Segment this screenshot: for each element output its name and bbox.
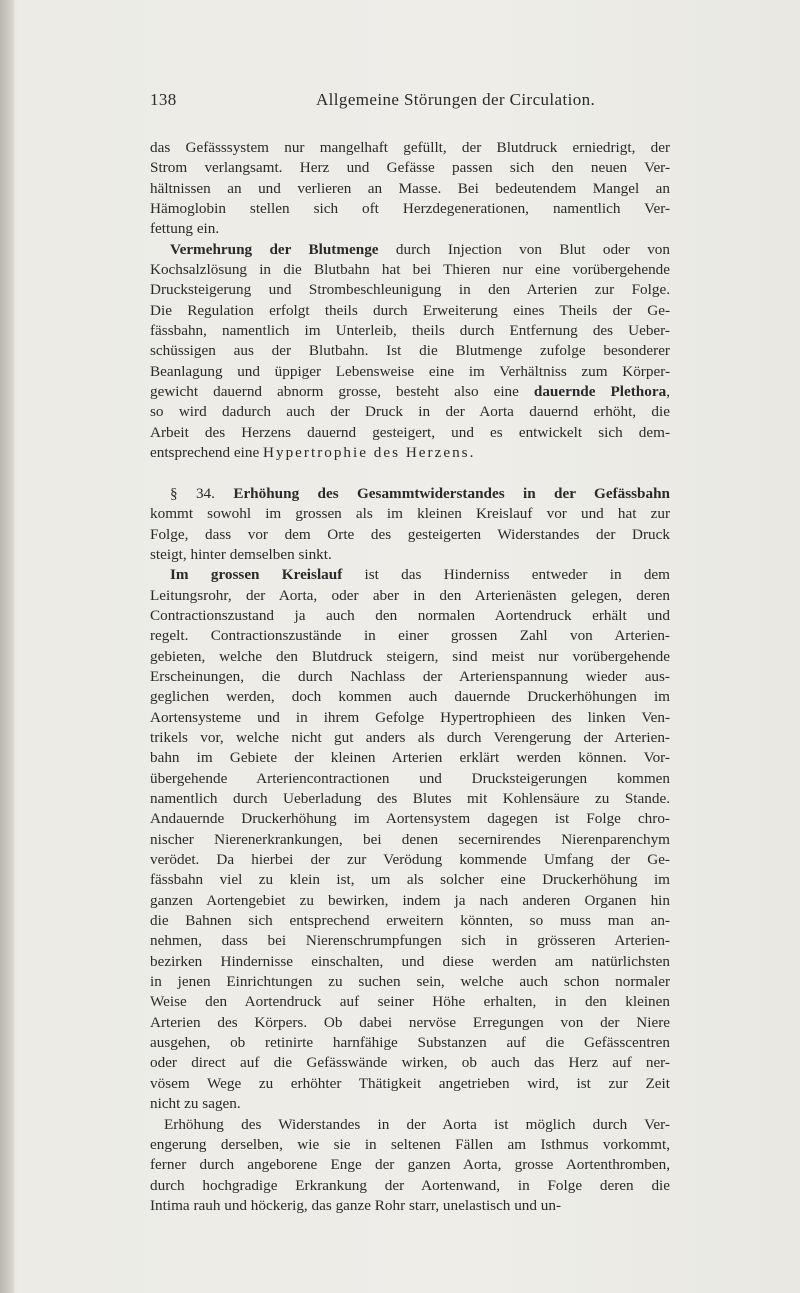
text-line (150, 565, 670, 585)
text-line (150, 931, 670, 951)
text-line (150, 1094, 670, 1114)
line-text: trikels vor, welche nicht gut anders als durch Verengerung der Arterien- (150, 728, 670, 746)
line-text: Hämoglobin stellen sich oft Herzdegenerationen, namentlich Ver- (150, 200, 670, 218)
line-text: Weise den Aortendruck auf seiner Höhe erhalten, in den kleinen (150, 993, 670, 1011)
line-text: entsprechend eine (150, 444, 264, 462)
line-text: Andauernde Druckerhöhung im Aortensystem dagegen ist Folge chro- (150, 810, 670, 828)
text-line (150, 1155, 670, 1175)
bold-term: Im grossen Kreislauf (170, 566, 343, 584)
text-line (150, 1033, 670, 1053)
line-text: oder direct auf die Gefässwände wirken, ob auch das Herz auf ner- (150, 1054, 670, 1072)
line-text: . (469, 444, 474, 462)
text-line (150, 891, 670, 911)
text-line (150, 728, 670, 748)
line-text: nehmen, dass bei Nierenschrumpfungen sich in grösseren Arterien- (150, 932, 670, 950)
line-text: hältnissen an und verlieren an Masse. Bei bedeutendem Mangel an (150, 179, 670, 197)
line-text: , (666, 383, 670, 401)
text-line (150, 748, 670, 768)
text-line (150, 382, 670, 402)
line-text: vösem Wege zu erhöhter Thätigkeit angetrieben wird, ist zur Zeit (150, 1074, 670, 1092)
line-text: § 34. (170, 484, 234, 502)
text-line (150, 158, 670, 178)
text-line (150, 626, 670, 646)
blank-line (150, 464, 670, 484)
text-line (150, 362, 670, 382)
text-line (150, 667, 670, 687)
text-line (150, 260, 670, 280)
text-line (150, 240, 670, 260)
text-line (150, 992, 670, 1012)
line-text: Erscheinungen, die durch Nachlass der Arterienspannung wieder aus- (150, 667, 670, 685)
line-text: übergehende Arteriencontractionen und Drucksteigerungen kommen (150, 769, 670, 787)
line-text: das Gefässsystem nur mangelhaft gefüllt, der Blutdruck erniedrigt, der (150, 139, 670, 156)
text-line (150, 972, 670, 992)
text-line (150, 341, 670, 361)
line-text: ausgehen, ob retinirte harnfähige Substanzen auf die Gefässcentren (150, 1034, 670, 1052)
page-number: 138 (150, 90, 177, 109)
text-line (150, 301, 670, 321)
bold-term: Vermehrung der Blutmenge (170, 240, 379, 258)
text-line (150, 443, 670, 463)
line-text: Arterien des Körpers. Ob dabei nervöse Erregungen von der Niere (150, 1013, 670, 1031)
line-text: so wird dadurch auch der Druck in der Aorta dauernd erhöht, die (150, 403, 670, 421)
line-text: Drucksteigerung und Strombeschleunigung in den Arterien zur Folge. (150, 281, 670, 299)
running-title: Allgemeine Störungen der Circulation. (316, 90, 596, 109)
text-line (150, 647, 670, 667)
line-text: durch hochgradige Erkrankung der Aortenwand, in Folge deren die (150, 1176, 670, 1194)
text-line (150, 423, 670, 443)
line-text: Strom verlangsamt. Herz und Gefässe passen sich den neuen Ver- (150, 159, 670, 177)
text-line (150, 606, 670, 626)
line-text: steigt, hinter demselben sinkt. (150, 545, 332, 563)
body-text (150, 138, 670, 1216)
bold-term: Erhöhung des Gesammtwiderstandes in der Gefässbahn (233, 484, 670, 502)
line-text: namentlich durch Ueberladung des Blutes mit Kohlensäure zu Stande. (150, 790, 670, 807)
text-line (150, 708, 670, 728)
line-text: die Bahnen sich entsprechend erweitern könnten, so muss man an- (150, 912, 670, 930)
line-text: ferner durch angeborene Enge der ganzen Aorta, grosse Aortenthromben, (150, 1156, 670, 1174)
text-line (150, 687, 670, 707)
text-line (150, 1053, 670, 1073)
line-text: fettung ein. (150, 220, 220, 238)
bold-term: dauernde Plethora (533, 383, 667, 401)
text-line (150, 199, 670, 219)
page-binding-edge (0, 0, 14, 1293)
line-text: in jenen Einrichtungen zu suchen sein, welche auch schon normaler (150, 973, 670, 991)
line-text: regelt. Contractionszustände in einer grossen Zahl von Arterien- (150, 627, 670, 645)
line-text: kommt sowohl im grossen als im kleinen Kreislauf vor und hat zur (150, 505, 670, 523)
line-text: durch Injection von Blut oder von (378, 240, 670, 258)
text-line (150, 280, 670, 300)
text-line (150, 321, 670, 341)
line-text: bezirken Hindernisse einschalten, und diese werden am natürlichsten (150, 952, 670, 970)
line-text: gewicht dauernd abnorm grosse, besteht also eine (150, 383, 534, 401)
text-line (150, 179, 670, 199)
line-text: verödet. Da hierbei der zur Verödung kommende Umfang der Ge- (150, 851, 670, 869)
line-text: Contractionszustand ja auch den normalen Aortendruck erhält und (150, 606, 670, 624)
line-text: nischer Nierenerkrankungen, bei denen secernirendes Nierenparenchym (150, 830, 670, 848)
text-line (150, 1196, 670, 1216)
text-line (150, 1176, 670, 1196)
text-line (150, 586, 670, 606)
line-text: engerung derselben, wie sie in seltenen Fällen am Isthmus vorkommt, (150, 1135, 670, 1153)
line-text: fässbahn viel zu klein ist, um als solcher eine Druckerhöhung im (150, 871, 670, 889)
text-line (150, 769, 670, 789)
text-line (150, 1115, 670, 1135)
page-header (150, 90, 670, 114)
text-line (150, 870, 670, 890)
text-line (150, 830, 670, 850)
line-text: Leitungsrohr, der Aorta, oder aber in den Arterienästen gelegen, deren (150, 586, 670, 604)
line-text: Kochsalzlösung in die Blutbahn hat bei Thieren nur eine vorübergehende (150, 261, 670, 279)
line-text: Folge, dass vor dem Orte des gesteigerten Widerstandes der Druck (150, 525, 670, 543)
line-text: geglichen werden, doch kommen auch dauernde Druckerhöhungen im (150, 688, 670, 706)
text-line (150, 1074, 670, 1094)
text-line (150, 789, 670, 809)
line-text: ganzen Aortengebiet zu bewirken, indem ja nach anderen Organen hin (150, 891, 670, 909)
line-text: ist das Hinderniss entweder in dem (342, 566, 670, 584)
line-text: Intima rauh und höckerig, das ganze Rohr starr, unelastisch und un- (150, 1196, 562, 1214)
line-text: nicht zu sagen. (150, 1095, 241, 1113)
text-line (150, 1013, 670, 1033)
text-line (150, 809, 670, 829)
line-text: Beanlagung und üppiger Lebensweise eine im Verhältniss zum Körper- (150, 362, 670, 380)
text-line (150, 219, 670, 239)
text-line (150, 138, 670, 158)
line-text: Arbeit des Herzens dauernd gesteigert, und es entwickelt sich dem- (150, 423, 670, 441)
line-text: Aortensysteme und in ihrem Gefolge Hypertrophieen des linken Ven- (150, 708, 670, 726)
text-line (150, 484, 670, 504)
text-line (150, 850, 670, 870)
text-line (150, 911, 670, 931)
spaced-term: Hypertrophie des Herzens (263, 444, 470, 462)
line-text: gebieten, welche den Blutdruck steigern, sind meist nur vorübergehende (150, 647, 670, 665)
line-text: fässbahn, namentlich im Unterleib, theils durch Entfernung des Ueber- (150, 322, 670, 340)
line-text: schüssigen aus der Blutbahn. Ist die Blutmenge zufolge besonderer (150, 342, 670, 360)
line-text: Die Regulation erfolgt theils durch Erweiterung eines Theils der Ge- (150, 301, 670, 319)
text-line (150, 545, 670, 565)
text-line (150, 402, 670, 422)
line-text: Erhöhung des Widerstandes in der Aorta ist möglich durch Ver- (164, 1115, 670, 1133)
text-line (150, 952, 670, 972)
line-text: bahn im Gebiete der kleinen Arterien erklärt werden können. Vor- (150, 749, 670, 767)
text-line (150, 525, 670, 545)
text-line (150, 1135, 670, 1155)
text-line (150, 504, 670, 524)
